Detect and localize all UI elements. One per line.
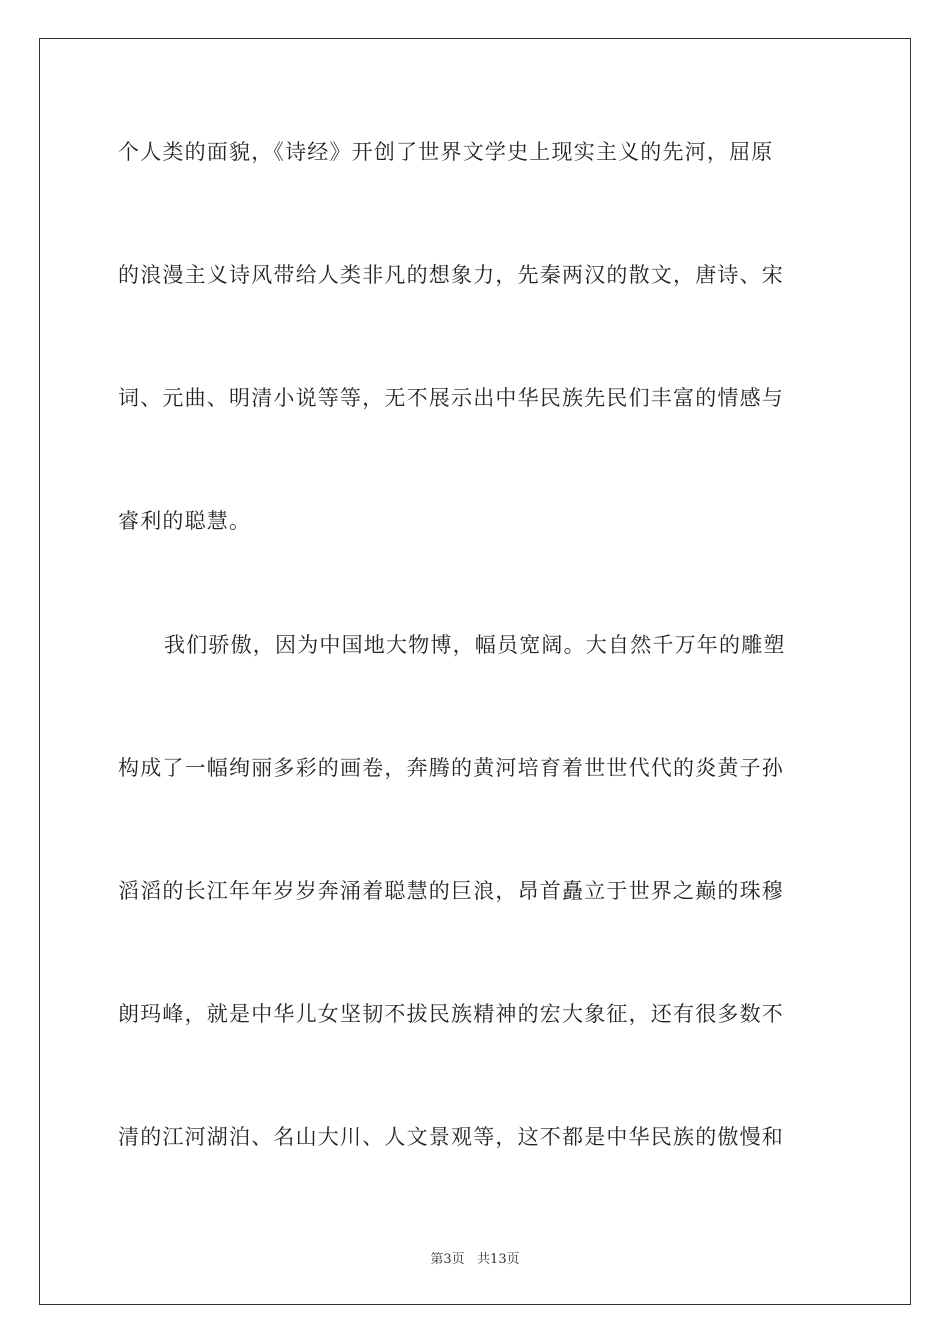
body-text-line: 个人类的面貌，《诗经》开创了世界文学史上现实主义的先河，屈原 [118, 140, 774, 164]
page-border [39, 38, 911, 1305]
body-text-line: 的浪漫主义诗风带给人类非凡的想象力，先秦两汉的散文，唐诗、宋 [118, 263, 784, 287]
body-text-line: 词、元曲、明清小说等等，无不展示出中华民族先民们丰富的情感与 [118, 386, 784, 410]
body-text-line: 清的江河湖泊、名山大川、人文景观等，这不都是中华民族的傲慢和 [118, 1125, 784, 1149]
body-text-line: 滔滔的长江年年岁岁奔涌着聪慧的巨浪，昂首矗立于世界之巅的珠穆 [118, 879, 784, 903]
paragraph-first-line: 我们骄傲，因为中国地大物博，幅员宽阔。大自然千万年的雕塑 [164, 633, 786, 657]
body-text-line: 睿利的聪慧。 [118, 509, 252, 533]
page-number-footer: 第3页 共13页 [430, 1252, 520, 1267]
body-text-line: 朗玛峰，就是中华儿女坚韧不拔民族精神的宏大象征，还有很多数不 [118, 1002, 784, 1026]
body-text-line: 构成了一幅绚丽多彩的画卷，奔腾的黄河培育着世世代代的炎黄子孙 [118, 756, 784, 780]
